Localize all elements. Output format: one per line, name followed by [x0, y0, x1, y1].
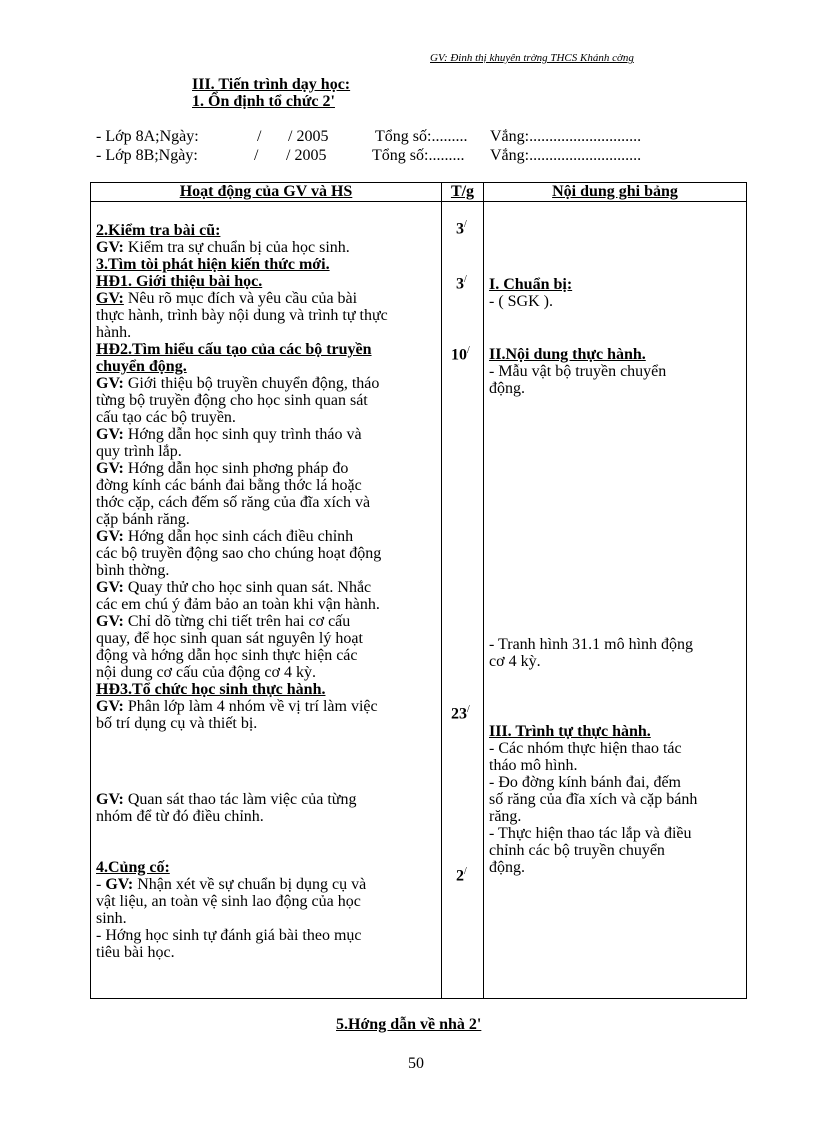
activity-line: GV: Nêu rõ mục đích và yêu cầu của bài — [96, 290, 358, 307]
date-slash: / — [257, 128, 262, 145]
content-cell — [484, 202, 747, 999]
content-line: - ( SGK ). — [489, 293, 553, 310]
table-header-row — [91, 183, 747, 202]
activity-line: từng bộ truyền động cho học sinh quan sát — [96, 392, 368, 409]
activity-line: GV: Kiểm tra sự chuẩn bị của học sinh. — [96, 239, 350, 256]
activity-line: thực hành, trình bày nội dung và trình tự thực — [96, 307, 388, 324]
heading-consolidation: 4.Củng cố: — [96, 859, 170, 876]
header-activities: Hoạt động của GV và HS — [91, 183, 442, 202]
activity-line: GV: Hớng dẫn học sinh phơng pháp đo — [96, 460, 349, 477]
heading-review: 2.Kiểm tra bài cũ: — [96, 222, 221, 239]
header-content: Nội dung ghi bảng — [484, 183, 747, 202]
page-number: 50 — [408, 1055, 424, 1072]
activity-line: GV: Hớng dẫn học sinh cách điều chỉnh — [96, 528, 354, 545]
date-slash: / — [254, 147, 259, 164]
date-year: / 2005 — [288, 128, 329, 145]
time-value: 2/ — [456, 866, 467, 885]
teacher-header: GV: Đinh thị khuyên trờng THCS Khánh cờng — [430, 52, 634, 64]
content-line: - Mẫu vật bộ truyền chuyển — [489, 363, 667, 380]
activity-line: cấu tạo các bộ truyền. — [96, 409, 236, 426]
class-label: - Lớp 8A;Ngày: — [96, 128, 199, 145]
time-value: 10/ — [451, 345, 470, 364]
activity-line: GV: Hớng dẫn học sinh quy trình tháo và — [96, 426, 362, 443]
activity-line: GV: Giới thiệu bộ truyền chuyển động, tháo — [96, 375, 380, 392]
activity-line: tiêu bài học. — [96, 944, 175, 961]
heading-hd1: HĐ1. Giới thiệu bài học. — [96, 273, 263, 290]
content-line: tháo mô hình. — [489, 757, 578, 774]
heading-hd2: HĐ2.Tìm hiểu cấu tạo của các bộ truyền — [96, 341, 372, 358]
total-count: Tổng số:......... — [372, 147, 465, 164]
class-label: - Lớp 8B;Ngày: — [96, 147, 198, 164]
activity-line: GV: Quan sát thao tác làm việc của từng — [96, 791, 357, 808]
absent-count: Vắng:............................ — [490, 147, 642, 164]
section-title: III. Tiến trình dạy học: — [192, 76, 351, 93]
activity-line: vật liệu, an toàn vệ sinh lao động của học — [96, 893, 361, 910]
content-line: - Đo đờng kính bánh đai, đếm — [489, 774, 681, 791]
content-line: cơ 4 kỳ. — [489, 653, 541, 670]
activity-line: nội dung cơ cấu của động cơ 4 kỳ. — [96, 664, 316, 681]
subsection-title: 1. Ổn định tổ chức 2' — [192, 93, 335, 110]
activity-line: GV: Phân lớp làm 4 nhóm về vị trí làm việc — [96, 698, 378, 715]
content-line: chỉnh các bộ truyền chuyển — [489, 842, 665, 859]
activity-line: sinh. — [96, 910, 127, 927]
time-value: 3/ — [456, 274, 467, 293]
heading-practice-content: II.Nội dung thực hành. — [489, 346, 646, 363]
content-line: - Các nhóm thực hiện thao tác — [489, 740, 682, 757]
activity-line: - Hớng học sinh tự đánh giá bài theo mục — [96, 927, 362, 944]
activity-line: bố trí dụng cụ và thiết bị. — [96, 715, 258, 732]
heading-preparation: I. Chuẩn bị: — [489, 276, 573, 293]
total-count: Tổng số:......... — [375, 128, 468, 145]
activity-line: hành. — [96, 324, 132, 341]
time-value: 3/ — [456, 219, 467, 238]
activity-line: các em chú ý đảm bảo an toàn khi vận hành. — [96, 596, 380, 613]
content-line: động. — [489, 380, 525, 397]
heading-hd2-cont: chuyển động. — [96, 358, 187, 375]
activity-line: các bộ truyền động sao cho chúng hoạt động — [96, 545, 382, 562]
content-line: răng. — [489, 808, 522, 825]
heading-practice-steps: III. Trình tự thực hành. — [489, 723, 651, 740]
activity-line: đờng kính các bánh đai bằng thớc lá hoặc — [96, 477, 362, 494]
activity-line: quay, để học sinh quan sát nguyên lý hoạt — [96, 630, 363, 647]
header-time: T/g — [442, 183, 484, 202]
content-line: - Tranh hình 31.1 mô hình động — [489, 636, 694, 653]
activities-cell — [91, 202, 442, 999]
content-line: - Thực hiện thao tác lắp và điều — [489, 825, 692, 842]
content-line: động. — [489, 859, 525, 876]
activity-line: GV: Quay thử cho học sinh quan sát. Nhắc — [96, 579, 372, 596]
activity-line: quy trình lắp. — [96, 443, 182, 460]
content-line: số răng của đĩa xích và cặp bánh — [489, 791, 698, 808]
activity-line: cặp bánh răng. — [96, 511, 190, 528]
activity-line: bình thờng. — [96, 562, 170, 579]
activity-line: - GV: Nhận xét về sự chuẩn bị dụng cụ và — [96, 876, 367, 893]
time-cell — [442, 202, 484, 999]
heading-new-knowledge: 3.Tìm tòi phát hiện kiến thức mới. — [96, 256, 330, 273]
absent-count: Vắng:............................ — [490, 128, 642, 145]
time-value: 23/ — [451, 704, 470, 723]
activity-line: thớc cặp, cách đếm số răng của đĩa xích và — [96, 494, 371, 511]
activity-line: nhóm để từ đó điều chỉnh. — [96, 808, 264, 825]
homework-title: 5.Hớng dẫn về nhà 2' — [336, 1016, 482, 1033]
lesson-table — [90, 182, 747, 999]
heading-hd3: HĐ3.Tổ chức học sinh thực hành. — [96, 681, 326, 698]
table-body-row — [91, 202, 747, 999]
date-year: / 2005 — [286, 147, 327, 164]
activity-line: động và hớng dẫn học sinh thực hiện các — [96, 647, 358, 664]
activity-line: GV: Chỉ dõ từng chi tiết trên hai cơ cấu — [96, 613, 351, 630]
